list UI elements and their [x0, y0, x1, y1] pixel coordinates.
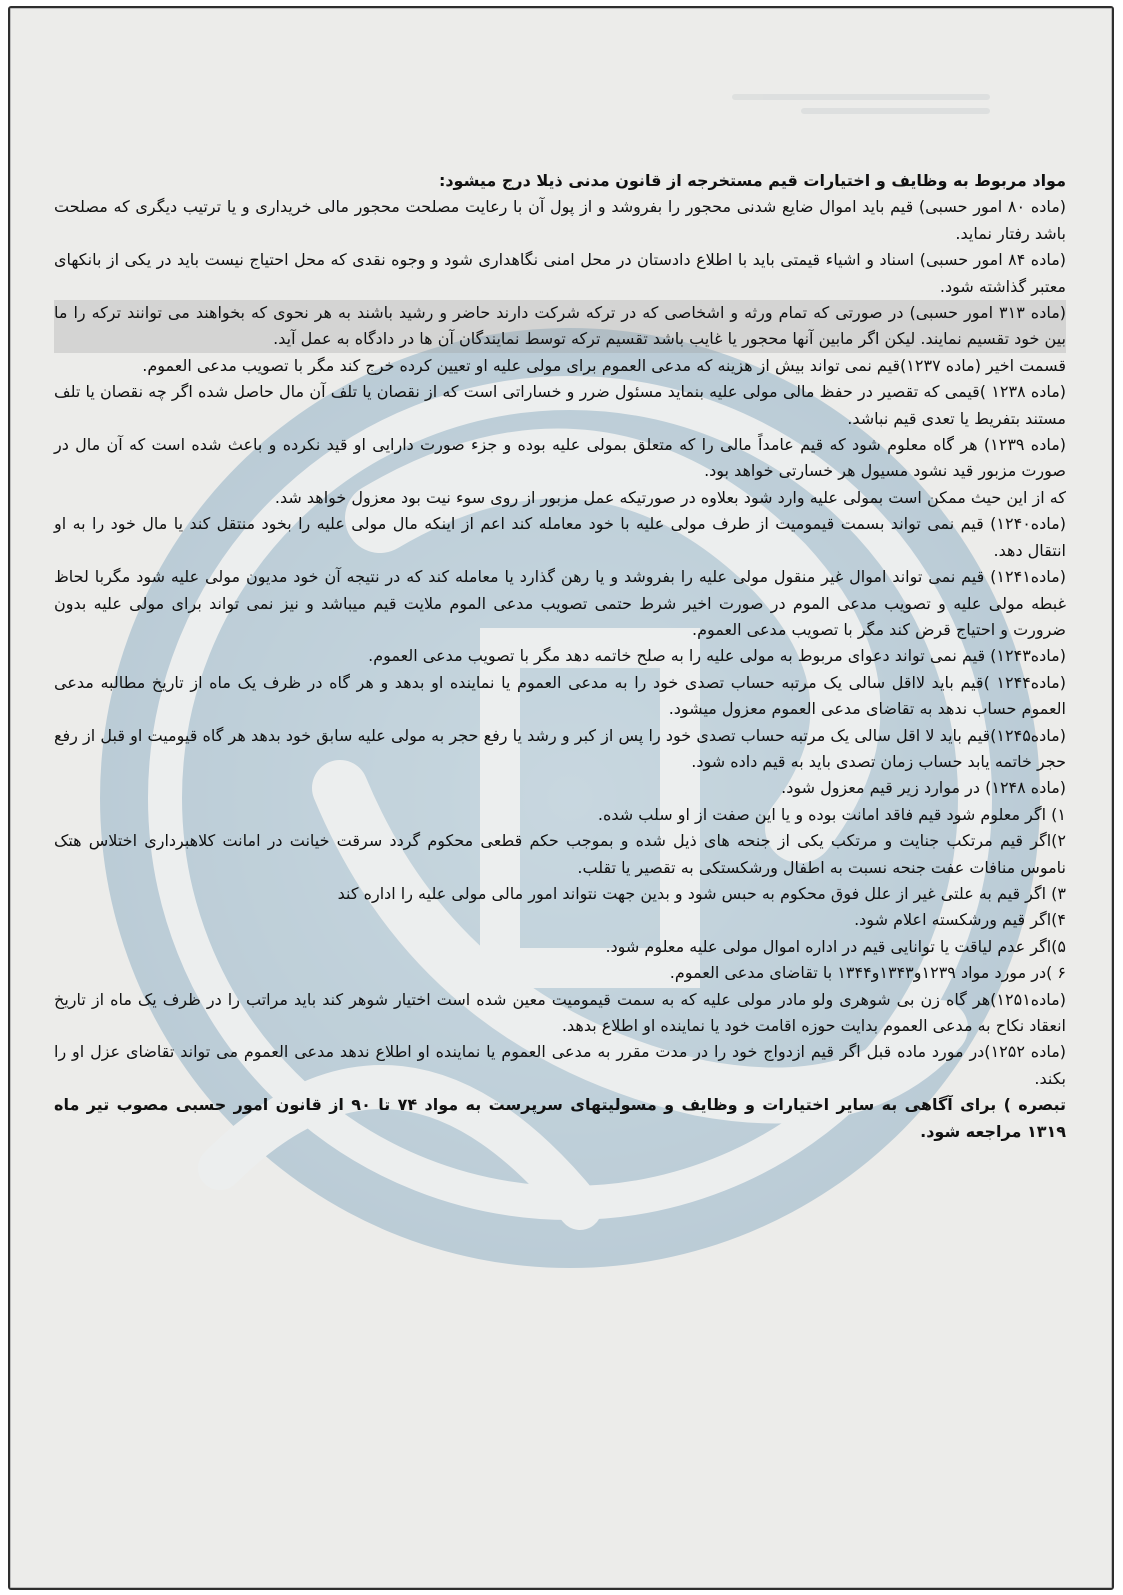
- paragraph-article-1239-cont: که از این حیث ممکن است بمولی علیه وارد شود بعلاوه در صورتیکه عمل مزبور از روی سوء نیت بود معزول خواهد شد.: [274, 487, 1066, 507]
- list-item-6: ۶ )در مورد مواد ۱۲۳۹و۱۳۴۳و۱۳۴۴ با تقاضای مدعی العموم.: [669, 963, 1066, 983]
- paragraph-article-1241: (ماده۱۲۴۱) قیم نمی تواند اموال غیر منقول مولی علیه را بفروشد و یا رهن گذارد یا معامله کند که در نتیجه آن خود مدیون مولی علیه شود مگربا لحاظ غبطه مولی علیه و تصویب مدعی الموم در صورت اخیر شرط حتمی تصویب مدعی الموم ملایت قیم میباشد و نیز نمی تواند برای مولی علیه بدون ضرورت و احتیاج قرض کند مگر با تصویب مدعی العموم.: [54, 567, 1066, 639]
- list-item-2: ۲)اگر قیم مرتکب جنایت و مرتکب یکی از جنحه های ذیل شده و بموجب حکم قطعی محکوم گردد سرقت خیانت در امانت کلاهبرداری اختلاس هتک ناموس منافات عفت جنحه نسبت به اطفال ورشکستکی به تقصیر یا تقلب.: [54, 831, 1066, 877]
- paragraph-article-1238: (ماده ۱۲۳۸ )قیمی که تقصیر در حفظ مالی مولی علیه بنماید مسئول ضرر و خساراتی است که از نقصان یا تلف آن مال حاصل شده اگر چه نقصان یا تلف مستند بتفریط یا تعدی قیم نباشد.: [54, 382, 1067, 428]
- faded-letterhead: [130, 86, 990, 146]
- document-heading: مواد مربوط به وظایف و اختیارات قیم مستخرجه از قانون مدنی ذیلا درج میشود:: [438, 171, 1066, 190]
- paragraph-article-80: (ماده ۸۰ امور حسبی) قیم باید اموال ضایع شدنی محجور را بفروشد و از پول آن با رعایت مصلحت محجور مالی خریداری و یا ترتیب دیگری که مصلحت باشد رفتار نماید.: [54, 197, 1067, 243]
- paragraph-article-1245: (ماده۱۲۴۵)قیم باید لا اقل سالی یک مرتبه حساب تصدی خود را پس از کبر و رشد یا رفع حجر به مولی علیه سابق خود بدهد هر گاه قیومیت او قبل از رفع حجر خاتمه یابد حساب زمان تصدی باید به قیم داده شود.: [54, 725, 1066, 771]
- paragraph-article-84: (ماده ۸۴ امور حسبی) اسناد و اشیاء قیمتی باید با اطلاع دادستان در محل امنی نگاهداری شود و وجوه نقدی که محل احتیاج نیست باید در یکی از بانکهای معتبر گذاشته شود.: [54, 250, 1067, 296]
- paragraph-article-1252: (ماده ۱۲۵۲)در مورد ماده قبل اگر قیم ازدواج خود را در مدت مقرر به مدعی العموم یا نماینده او اطلاع ندهد مدعی العموم می تواند تقاضای عزل او را بکند.: [54, 1042, 1067, 1088]
- paragraph-article-313: (ماده ۳۱۳ امور حسبی) در صورتی که تمام ورثه و اشخاصی که در ترکه شرکت دارند حاضر و رشید باشند به هر نحوی که بخواهند می توانند ترکه را ما بین خود تقسیم نمایند. لیکن اگر مابین آنها محجور یا غایب باشد تقسیم ترکه توسط نمایندگان آن ها در دادگاه به عمل آید.: [54, 300, 1066, 353]
- list-item-4: ۴)اگر قیم ورشکسته اعلام شود.: [854, 910, 1066, 930]
- paragraph-article-1239: (ماده ۱۲۳۹) هر گاه معلوم شود که قیم عامداً مالی را که متعلق بمولی علیه بوده و جزء صورت دارایی او قید نکرده و باعث شده است که آن مال در صورت مزبور قید نشود مسیول هر خسارتی خواهد بود.: [54, 435, 1067, 481]
- document-page: [8, 6, 1114, 1590]
- paragraph-article-1251: (ماده۱۲۵۱)هر گاه زن بی شوهری ولو مادر مولی علیه که به سمت قیمومیت معین شده است اختیار شوهر کند باید مراتب را در ظرف یک ماه از تاریخ انعقاد نکاح به مدعی العموم بدایت حوزه اقامت خود یا نماینده او اطلاع بدهد.: [54, 989, 1066, 1035]
- document-body: [54, 168, 1066, 1145]
- list-item-1: ۱) اگر معلوم شود قیم فاقد امانت بوده و یا این صفت از او سلب شده.: [597, 804, 1066, 824]
- paragraph-article-1237: قسمت اخیر (ماده ۱۲۳۷)قیم نمی تواند بیش از هزینه که مدعی العموم برای مولی علیه او تعیین کرده خرج کند مگر با تصویب مدعی العموم.: [142, 355, 1066, 375]
- paragraph-article-1240: (ماده۱۲۴۰) قیم نمی تواند بسمت قیمومیت از طرف مولی علیه با خود معامله کند اعم از اینکه مال مولی علیه را بخود منتقل کند یا مال خود را به او انتقال دهد.: [54, 514, 1066, 560]
- list-item-3: ۳) اگر قیم به علتی غیر از علل فوق محکوم به حبس شود و بدین جهت نتواند امور مالی مولی علیه را اداره کند: [337, 883, 1066, 903]
- paragraph-article-1248: (ماده ۱۲۴۸) در موارد زیر قیم معزول شود.: [781, 778, 1066, 798]
- paragraph-article-1244: (ماده۱۲۴۴ )قیم باید لااقل سالی یک مرتبه حساب تصدی خود را به مدعی العموم یا نماینده او بدهد و هر گاه در ظرف یک ماه از تاریخ مطالبه مدعی العموم حساب ندهد به تقاضای مدعی العموم معزول میشود.: [54, 672, 1066, 719]
- list-item-5: ۵)اگر عدم لیاقت یا توانایی قیم در اداره اموال مولی علیه معلوم شود.: [605, 936, 1066, 956]
- document-note: تبصره ) برای آگاهی به سایر اختیارات و وظایف و مسولیتهای سرپرست به مواد ۷۴ تا ۹۰ از قانون امور حسبی مصوب تیر ماه ۱۳۱۹ مراجعه شود.: [54, 1095, 1067, 1141]
- paragraph-article-1243: (ماده۱۲۴۳) قیم نمی تواند دعوای مربوط به مولی علیه را به صلح خاتمه دهد مگر با تصویب مدعی العموم.: [368, 646, 1066, 666]
